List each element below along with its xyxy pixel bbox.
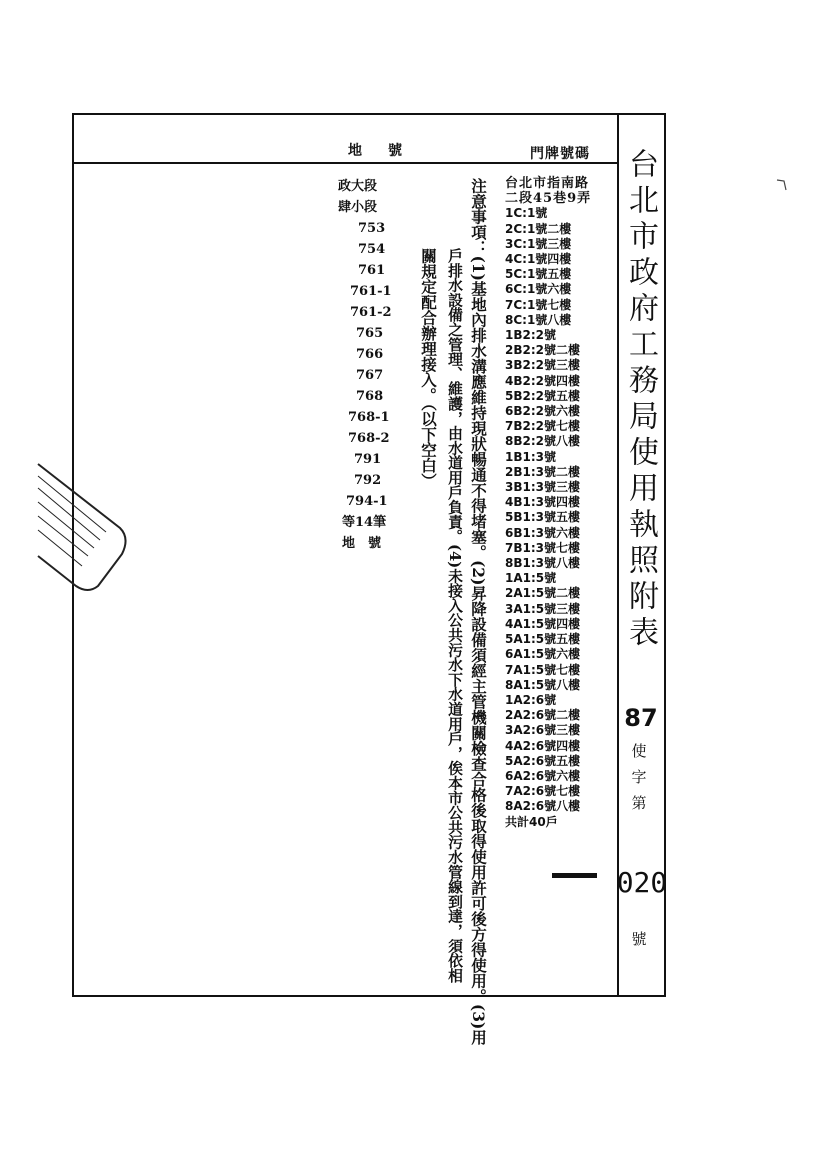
door-entry: 3A1:5號三樓 xyxy=(505,601,581,616)
door-entry: 3C:1號三樓 xyxy=(505,236,572,251)
door-entry: 6B2:2號六樓 xyxy=(505,404,580,419)
notes-column-3: 關規定配合辦理接入。（以下空白） xyxy=(419,248,438,489)
land-subsection: 肆小段 xyxy=(338,200,378,215)
land-number: 766 xyxy=(356,347,384,362)
land-number: 791 xyxy=(354,452,382,467)
door-entry: 1B2:2號 xyxy=(505,328,556,343)
door-entry: 5A2:6號五樓 xyxy=(505,753,581,768)
door-entry: 3B2:2號三樓 xyxy=(505,358,580,373)
notes-column-1: 注意事項：(1)基地內排水溝應維持現狀暢通不得堵塞。(2)昇降設備須經主管機關檢查合格後取得使用許可後方得使用。(3)用 xyxy=(469,178,488,1045)
door-entry: 7B1:3號七樓 xyxy=(505,540,580,555)
land-number: 768-1 xyxy=(348,410,390,425)
door-entry: 6C:1號六樓 xyxy=(505,282,572,297)
door-number-list xyxy=(505,176,615,830)
door-entry: 6A1:5號六樓 xyxy=(505,647,581,662)
land-number: 761-1 xyxy=(350,284,392,299)
door-entry: 5A1:5號五樓 xyxy=(505,632,581,647)
land-number: 794-1 xyxy=(346,494,388,509)
door-entry: 1A1:5號 xyxy=(505,571,557,586)
door-entry: 7A2:6號七樓 xyxy=(505,784,581,799)
door-entry: 2B2:2號二樓 xyxy=(505,343,580,358)
title-column-divider xyxy=(617,113,619,997)
door-entry: 7B2:2號七樓 xyxy=(505,419,580,434)
door-total: 共計40戶 xyxy=(505,814,558,829)
document-title: 台北市政府工務局使用執照附表 xyxy=(623,148,658,652)
door-entry: 1B1:3號 xyxy=(505,449,556,464)
door-entry: 3B1:3號三樓 xyxy=(505,480,580,495)
door-address-line2: 二段45巷9弄 xyxy=(505,191,592,207)
permit-year: 87 xyxy=(624,704,658,732)
door-entry: 1A2:6號 xyxy=(505,692,557,707)
door-entry: 4B1:3號四樓 xyxy=(505,495,580,510)
door-entry: 8B2:2號八樓 xyxy=(505,434,580,449)
door-number-header: 門牌號碼 xyxy=(530,146,590,162)
door-entry: 2B1:3號二樓 xyxy=(505,464,580,479)
land-number: 768 xyxy=(356,389,384,404)
land-number: 792 xyxy=(354,473,382,488)
land-number-header: 地 號 xyxy=(348,143,408,159)
land-number: 761-2 xyxy=(350,305,392,320)
land-number: 754 xyxy=(358,242,386,257)
door-entry: 4A2:6號四樓 xyxy=(505,738,581,753)
door-entry: 8A2:6號八樓 xyxy=(505,799,581,814)
door-entry: 6B1:3號六樓 xyxy=(505,525,580,540)
land-number: 761 xyxy=(358,263,386,278)
permit-type: 使字第 xyxy=(631,742,647,812)
door-entry: 5B2:2號五樓 xyxy=(505,388,580,403)
land-number: 768-2 xyxy=(348,431,390,446)
door-entry: 5B1:3號五樓 xyxy=(505,510,580,525)
land-total: 等14筆 xyxy=(342,515,387,530)
door-entry: 3A2:6號三樓 xyxy=(505,723,581,738)
notes-column-2: 戶排水設備之管理、維護，由水道用戶負責。(4)未接入公共污水下水道用戶，俟本市公共污水管線到達，須依相 xyxy=(446,248,463,983)
corner-mark xyxy=(776,178,790,192)
door-entry: 8C:1號八樓 xyxy=(505,312,572,327)
door-address-line1: 台北市指南路 xyxy=(505,176,590,191)
door-entry: 4A1:5號四樓 xyxy=(505,616,581,631)
door-entry: 5C:1號五樓 xyxy=(505,267,572,282)
door-entry: 2A2:6號二樓 xyxy=(505,708,581,723)
land-number-list xyxy=(338,176,416,554)
door-entry: 7C:1號七樓 xyxy=(505,297,572,312)
door-entry: 1C:1號 xyxy=(505,206,548,221)
land-section: 政大段 xyxy=(338,179,378,194)
door-entry: 8B1:3號八樓 xyxy=(505,556,580,571)
door-entry: 8A1:5號八樓 xyxy=(505,677,581,692)
permit-suffix: 號 xyxy=(631,930,647,948)
door-entry: 6A2:6號六樓 xyxy=(505,768,581,783)
permit-number-dash xyxy=(552,873,597,878)
door-entry: 4B2:2號四樓 xyxy=(505,373,580,388)
door-entry: 4C:1號四樓 xyxy=(505,252,572,267)
door-entry: 2C:1號二樓 xyxy=(505,221,572,236)
binding-hole-mark xyxy=(34,462,134,592)
door-entry: 2A1:5號二樓 xyxy=(505,586,581,601)
land-number: 765 xyxy=(356,326,384,341)
land-number: 767 xyxy=(356,368,384,383)
door-entry: 7A1:5號七樓 xyxy=(505,662,581,677)
land-number: 753 xyxy=(358,221,386,236)
land-footer: 地 號 xyxy=(342,536,382,551)
permit-number: 020 xyxy=(616,866,668,899)
